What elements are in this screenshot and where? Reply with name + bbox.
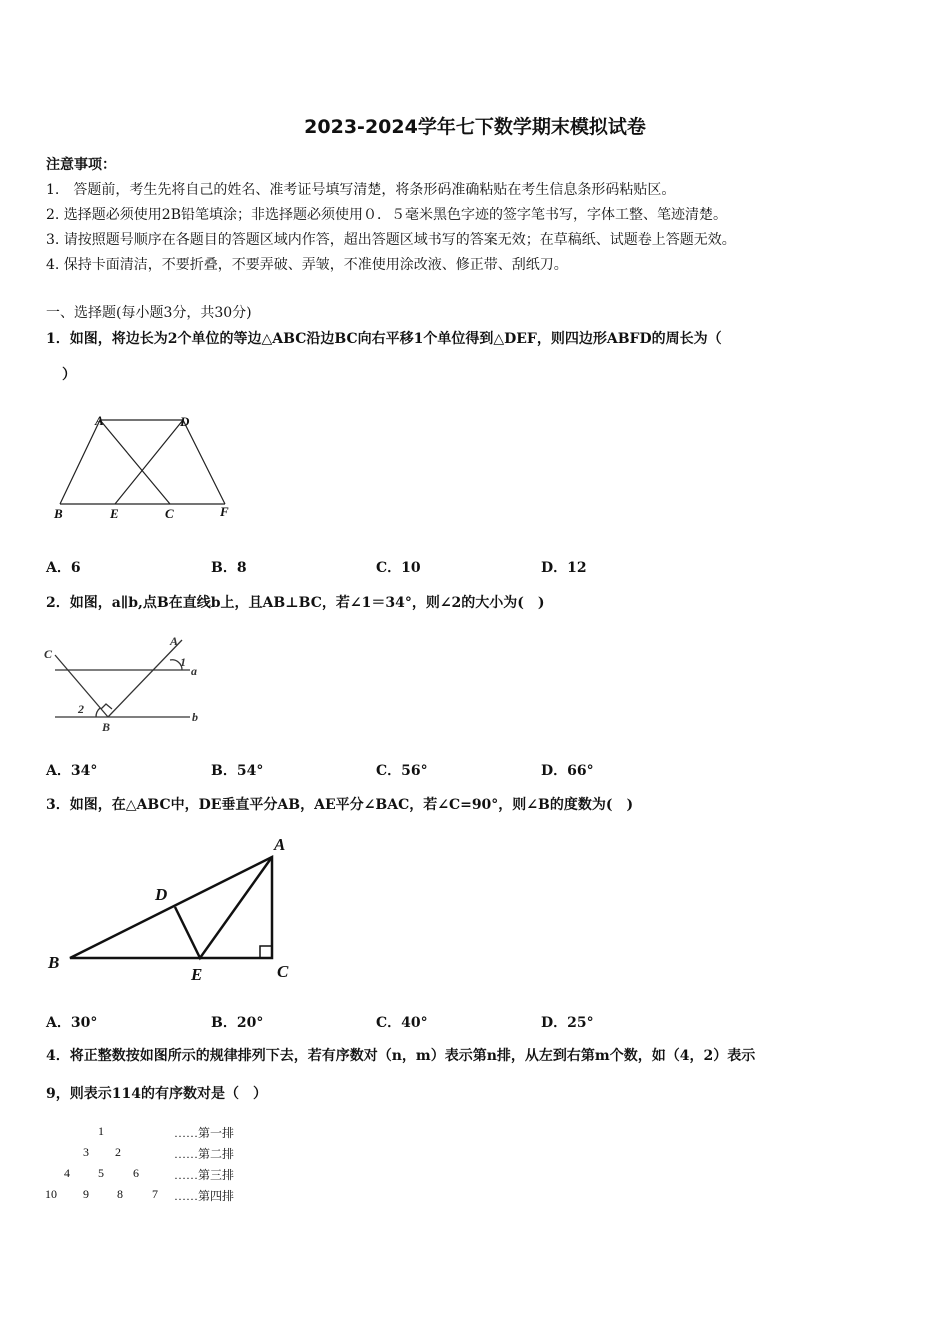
label-b: b <box>192 710 198 724</box>
label-B: B <box>102 720 111 734</box>
label-angle-1: 1 <box>180 655 186 669</box>
label-F: F <box>220 504 229 519</box>
question-4-text: 4．将正整数按如图所示的规律排列下去，若有序数对（n，m）表示第n排，从左到右第m个数，如（4，2）表示 <box>46 1048 756 1064</box>
page-title: 2023-2024学年七下数学期末模拟试卷 <box>304 116 646 138</box>
option[interactable]: C．10 <box>376 560 421 576</box>
label-E: E <box>191 965 203 984</box>
figure-3 <box>70 857 272 958</box>
question-1-text-cont: ） <box>62 367 76 383</box>
section-heading: 一、选择题(每小题3分，共30分) <box>46 305 252 321</box>
option[interactable]: D．66° <box>541 763 594 779</box>
notice-item: 1. 答题前，考生先将自己的姓名、准考证号填写清楚，将条形码准确粘贴在考生信息条形码粘贴区。 <box>46 182 676 198</box>
option[interactable]: C．56° <box>376 763 428 779</box>
label-D: D <box>180 414 190 429</box>
number: 6 <box>133 1166 139 1180</box>
question-3-text: 3．如图，在△ABC中，DE垂直平分AB，AE平分∠BAC，若∠C=90°，则∠B的度数为( ) <box>46 797 634 813</box>
row-label: ……第二排 <box>174 1147 235 1161</box>
number: 9 <box>83 1187 89 1201</box>
option[interactable]: D．12 <box>541 560 587 576</box>
label-C: C <box>165 506 174 521</box>
label-A: A <box>95 413 104 428</box>
label-B: B <box>48 953 60 972</box>
figure-2 <box>55 640 190 717</box>
label-D: D <box>155 885 168 904</box>
question-1-text: 1．如图，将边长为2个单位的等边△ABC沿边BC向右平移1个单位得到△DEF，则四边形ABFD的周长为（ <box>46 331 722 347</box>
option[interactable]: A．6 <box>46 560 81 576</box>
number: 7 <box>152 1187 158 1201</box>
option[interactable]: B．8 <box>211 560 247 576</box>
row-label: ……第三排 <box>174 1168 235 1182</box>
notice-item: 2. 选择题必须使用2B铅笔填涂；非选择题必须使用０．５毫米黑色字迹的签字笔书写，字体工整、笔迹清楚。 <box>46 207 728 223</box>
number: 1 <box>98 1124 104 1138</box>
figure-1 <box>60 420 225 504</box>
number: 3 <box>83 1145 89 1159</box>
label-A: A <box>274 835 286 854</box>
number: 4 <box>64 1166 70 1180</box>
label-C: C <box>44 647 53 661</box>
option[interactable]: B．54° <box>211 763 264 779</box>
notice-item: 4. 保持卡面清洁，不要折叠，不要弄破、弄皱，不准使用涂改液、修正带、刮纸刀。 <box>46 257 568 273</box>
option[interactable]: C．40° <box>376 1015 428 1031</box>
label-a: a <box>191 664 197 678</box>
number: 8 <box>117 1187 123 1201</box>
label-C: C <box>277 962 289 981</box>
notice-item: 3. 请按照题号顺序在各题目的答题区域内作答，超出答题区域书写的答案无效；在草稿纸、试题卷上答题无效。 <box>46 232 736 248</box>
row-label: ……第四排 <box>174 1189 235 1203</box>
label-angle-2: 2 <box>78 702 84 716</box>
option[interactable]: D．25° <box>541 1015 594 1031</box>
option[interactable]: B．20° <box>211 1015 264 1031</box>
label-B: B <box>54 506 63 521</box>
question-2-text: 2．如图，a∥b,点B在直线b上，且AB⊥BC，若∠1＝34°，则∠2的大小为( ) <box>46 595 545 611</box>
row-label: ……第一排 <box>174 1126 235 1140</box>
number: 5 <box>98 1166 104 1180</box>
option[interactable]: A．30° <box>46 1015 98 1031</box>
label-E: E <box>110 506 119 521</box>
notice-heading: 注意事项： <box>46 157 116 173</box>
number: 10 <box>45 1187 57 1201</box>
number: 2 <box>115 1145 121 1159</box>
question-4-text-cont: 9，则表示114的有序数对是（ ） <box>46 1086 267 1102</box>
label-A: A <box>170 634 179 648</box>
option[interactable]: A．34° <box>46 763 98 779</box>
